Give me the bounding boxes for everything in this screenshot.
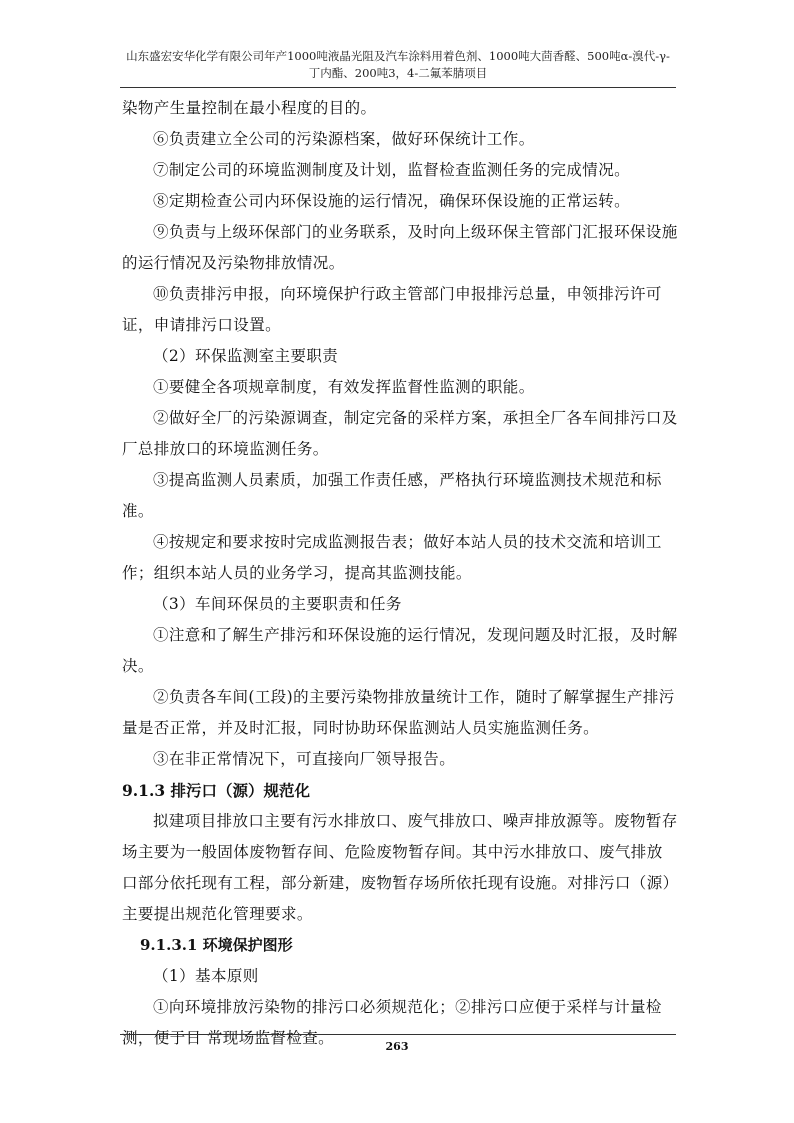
paragraph: ⑥负责建立全公司的污染源档案，做好环保统计工作。 — [153, 130, 535, 148]
paragraph: ⑧定期检查公司内环保设施的运行情况，确保环保设施的正常运转。 — [153, 192, 631, 210]
paragraph: ①向环境排放污染物的排污口必须规范化；②排污口应便于采样与计量检测，便于日 常现场监督检查。 — [122, 998, 662, 1047]
paragraph: 染物产生量控制在最小程度的目的。 — [122, 99, 377, 117]
paragraph: ③提高监测人员素质，加强工作责任感，严格执行环境监测技术规范和标准。 — [122, 471, 662, 520]
header-line-1: 山东盛宏安华化学有限公司年产1000吨液晶光阻及汽车涂料用着色剂、1000吨大茴香醛、500吨α-溴代-γ- — [126, 49, 670, 63]
subsection-heading: 9.1.3.1 环境保护图形 — [140, 936, 293, 954]
footer-divider — [120, 1034, 676, 1035]
sub-heading: （3）车间环保员的主要职责和任务 — [153, 595, 402, 613]
header-line-2: 丁内酯、200吨3，4-二氟苯腈项目 — [308, 66, 488, 80]
paragraph: ⑩负责排污申报，向环境保护行政主管部门申报排污总量，申领排污许可证，申请排污口设置。 — [122, 285, 662, 334]
sub-heading: （2）环保监测室主要职责 — [153, 347, 339, 365]
sub-heading: （1）基本原则 — [153, 967, 259, 985]
document-body — [122, 93, 678, 1054]
header-divider — [120, 87, 676, 88]
paragraph: ②做好全厂的污染源调查，制定完备的采样方案，承担全厂各车间排污口及厂总排放口的环境监测任务。 — [122, 409, 678, 458]
section-heading: 9.1.3 排污口（源）规范化 — [122, 781, 311, 800]
paragraph: ①注意和了解生产排污和环保设施的运行情况，发现问题及时汇报，及时解决。 — [122, 626, 678, 675]
paragraph: 拟建项目排放口主要有污水排放口、废气排放口、噪声排放源等。废物暂存场主要为一般固体废物暂存间、危险废物暂存间。其中污水排放口、废气排放口部分依托现有工程，部分新建，废物暂存场所依托现有设施。对排污口（源）主要提出规范化管理要求。 — [122, 812, 678, 923]
paragraph: ④按规定和要求按时完成监测报告表；做好本站人员的技术交流和培训工作；组织本站人员的业务学习，提高其监测技能。 — [122, 533, 662, 582]
paragraph: ①要健全各项规章制度，有效发挥监督性监测的职能。 — [153, 378, 535, 396]
paragraph: ③在非正常情况下，可直接向厂领导报告。 — [153, 750, 456, 768]
paragraph: ⑨负责与上级环保部门的业务联系，及时向上级环保主管部门汇报环保设施的运行情况及污染物排放情况。 — [122, 223, 678, 272]
page-number: 263 — [385, 1040, 409, 1053]
paragraph: ②负责各车间(工段)的主要污染物排放量统计工作，随时了解掌握生产排污量是否正常，并及时汇报，同时协助环保监测站人员实施监测任务。 — [122, 688, 675, 737]
page-header — [70, 48, 726, 82]
paragraph: ⑦制定公司的环境监测制度及计划，监督检查监测任务的完成情况。 — [153, 161, 631, 179]
